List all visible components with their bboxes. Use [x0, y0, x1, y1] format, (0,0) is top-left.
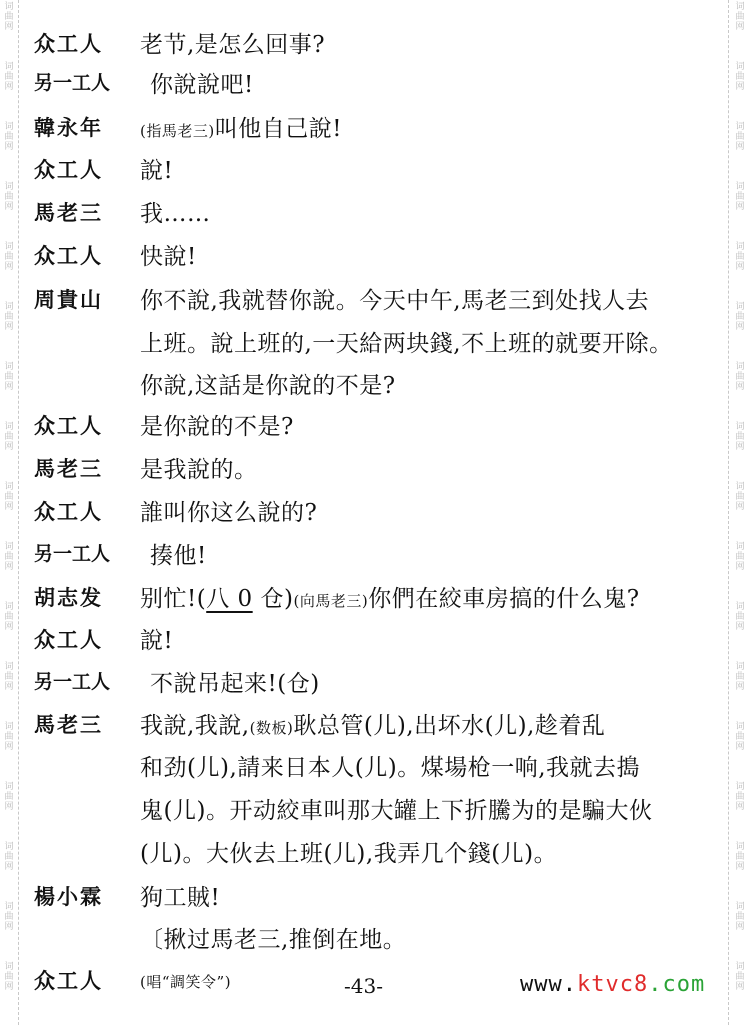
watermark-text: 词 曲 网 [4, 182, 14, 212]
stage-direction: (数板) [249, 719, 294, 737]
dialogue-text: 快說! [140, 244, 197, 270]
dialogue-speech: 仓) [252, 586, 294, 612]
watermark-text: 词 曲 网 [4, 842, 14, 872]
stage-direction: (指馬老三) [140, 122, 215, 140]
stage-direction: (唱“調笑令”) [140, 973, 232, 991]
dialogue-text: 老节,是怎么回事? [140, 32, 326, 58]
page-number: -43- [344, 974, 383, 998]
dialogue-line [0, 535, 750, 575]
watermark-text: 词 曲 网 [735, 2, 745, 32]
speaker-name: 馬老三 [34, 457, 103, 481]
watermark-text: 词 曲 网 [735, 842, 745, 872]
dialogue-line [0, 24, 750, 64]
speaker-name: 另一工人 [34, 543, 111, 565]
dialogue-speech: 叫他自己說! [214, 116, 342, 142]
dialogue-continuation [0, 833, 750, 873]
dialogue-line [0, 663, 750, 703]
watermark-text: 词 曲 网 [4, 362, 14, 392]
speaker-name: 众工人 [34, 500, 103, 524]
watermark-text: 词 曲 网 [735, 902, 745, 932]
site-part: ktvc8 [576, 972, 649, 997]
speaker-name: 韓永年 [34, 116, 103, 140]
speaker-name: 众工人 [34, 244, 103, 268]
speaker-name: 另一工人 [34, 72, 111, 94]
dialogue-text [140, 967, 231, 993]
watermark-text: 词 曲 网 [4, 782, 14, 812]
speaker-name: 馬老三 [34, 713, 103, 737]
dialogue-text: 狗工賊! [140, 885, 221, 911]
dialogue-text: (儿)。大伙去上班(儿),我弄几个錢(儿)。 [140, 841, 558, 867]
watermark-text: 词 曲 网 [4, 962, 14, 992]
watermark-text: 词 曲 网 [735, 362, 745, 392]
dialogue-line [0, 64, 750, 104]
dialogue-text: 揍他! [150, 543, 207, 569]
watermark-text: 词 曲 网 [4, 542, 14, 572]
site-watermark-logo [520, 972, 705, 997]
dialogue-text: 你說,这話是你說的不是? [140, 373, 396, 399]
watermark-text: 词 曲 网 [4, 422, 14, 452]
watermark-text: 词 曲 网 [735, 302, 745, 332]
watermark-text: 词 曲 网 [4, 122, 14, 152]
watermark-text: 词 曲 网 [4, 662, 14, 692]
dialogue-line [0, 877, 750, 917]
dialogue-line [0, 620, 750, 660]
watermark-text: 词 曲 网 [735, 542, 745, 572]
dialogue-line [0, 492, 750, 532]
watermark-text: 词 曲 网 [4, 62, 14, 92]
watermark-text: 词 曲 网 [735, 182, 745, 212]
speaker-name: 众工人 [34, 158, 103, 182]
dialogue-continuation [0, 323, 750, 363]
watermark-text: 词 曲 网 [735, 62, 745, 92]
dialogue-text: 是你說的不是? [140, 414, 294, 440]
dialogue-line [0, 406, 750, 446]
dialogue-text: 你不說,我就替你說。今天中午,馬老三到处找人去 [140, 288, 650, 314]
dialogue-text [140, 110, 342, 143]
dialogue-text: 說! [140, 628, 174, 654]
dialogue-text [140, 580, 640, 613]
dialogue-line [0, 236, 750, 276]
speaker-name: 众工人 [34, 32, 103, 56]
speaker-name: 众工人 [34, 969, 103, 993]
watermark-text: 词 曲 网 [4, 722, 14, 752]
stage-direction-text: 〔揪过馬老三,推倒在地。 [140, 927, 407, 953]
watermark-text: 词 曲 网 [735, 962, 745, 992]
dialogue-speech: 你們在絞車房搞的什么鬼? [368, 586, 640, 612]
dialogue-text: 鬼(儿)。开动絞車叫那大罐上下折騰为的是騙大伙 [140, 798, 653, 824]
watermark-text: 词 曲 网 [735, 602, 745, 632]
dialogue-line [0, 280, 750, 320]
site-part: www. [520, 972, 577, 997]
speaker-name: 周貴山 [34, 288, 103, 312]
dialogue-line [0, 108, 750, 148]
watermark-text: 词 曲 网 [4, 302, 14, 332]
dialogue-continuation [0, 365, 750, 405]
watermark-text: 词 曲 网 [735, 722, 745, 752]
watermark-text: 词 曲 网 [735, 422, 745, 452]
dialogue-line [0, 193, 750, 233]
stage-direction: (向馬老三) [293, 592, 369, 610]
dialogue-line [0, 578, 750, 618]
speaker-name: 另一工人 [34, 671, 111, 693]
speaker-name: 众工人 [34, 414, 103, 438]
percussion-notation: 八 0 [206, 586, 253, 612]
dialogue-text: 誰叫你这么說的? [140, 500, 318, 526]
watermark-text: 词 曲 网 [735, 482, 745, 512]
speaker-name: 楊小霖 [34, 885, 103, 909]
dialogue-text: 上班。說上班的,一天給两块錢,不上班的就要开除。 [140, 331, 673, 357]
dialogue-speech: 我說,我說, [140, 713, 250, 739]
dialogue-continuation [0, 790, 750, 830]
dialogue-text: 不說吊起来!(仓) [150, 671, 320, 697]
dialogue-text: 我…… [140, 201, 211, 227]
watermark-text: 词 曲 网 [735, 242, 745, 272]
dialogue-text: 和劲(儿),請来日本人(儿)。煤場枪一响,我就去搗 [140, 755, 641, 781]
watermark-text: 词 曲 网 [4, 602, 14, 632]
watermark-text: 词 曲 网 [735, 122, 745, 152]
speaker-name: 胡志发 [34, 586, 103, 610]
site-part: .com [648, 972, 706, 997]
dialogue-line [0, 449, 750, 489]
dialogue-text [140, 707, 605, 740]
watermark-text: 词 曲 网 [735, 782, 745, 812]
speaker-name: 众工人 [34, 628, 103, 652]
dialogue-continuation [0, 747, 750, 787]
dialogue-text: 你說說吧! [150, 72, 254, 98]
speaker-name: 馬老三 [34, 201, 103, 225]
stage-direction-line [0, 919, 750, 959]
dialogue-text: 說! [140, 158, 174, 184]
dialogue-speech: 耿总管(儿),出坏水(儿),趁着乱 [293, 713, 606, 739]
dialogue-line [0, 705, 750, 745]
watermark-text: 词 曲 网 [4, 482, 14, 512]
watermark-text: 词 曲 网 [4, 242, 14, 272]
dialogue-line [0, 150, 750, 190]
dialogue-speech: 别忙!( [140, 586, 207, 612]
watermark-text: 词 曲 网 [735, 662, 745, 692]
watermark-text: 词 曲 网 [4, 902, 14, 932]
watermark-text: 词 曲 网 [4, 2, 14, 32]
dialogue-text: 是我說的。 [140, 457, 258, 483]
